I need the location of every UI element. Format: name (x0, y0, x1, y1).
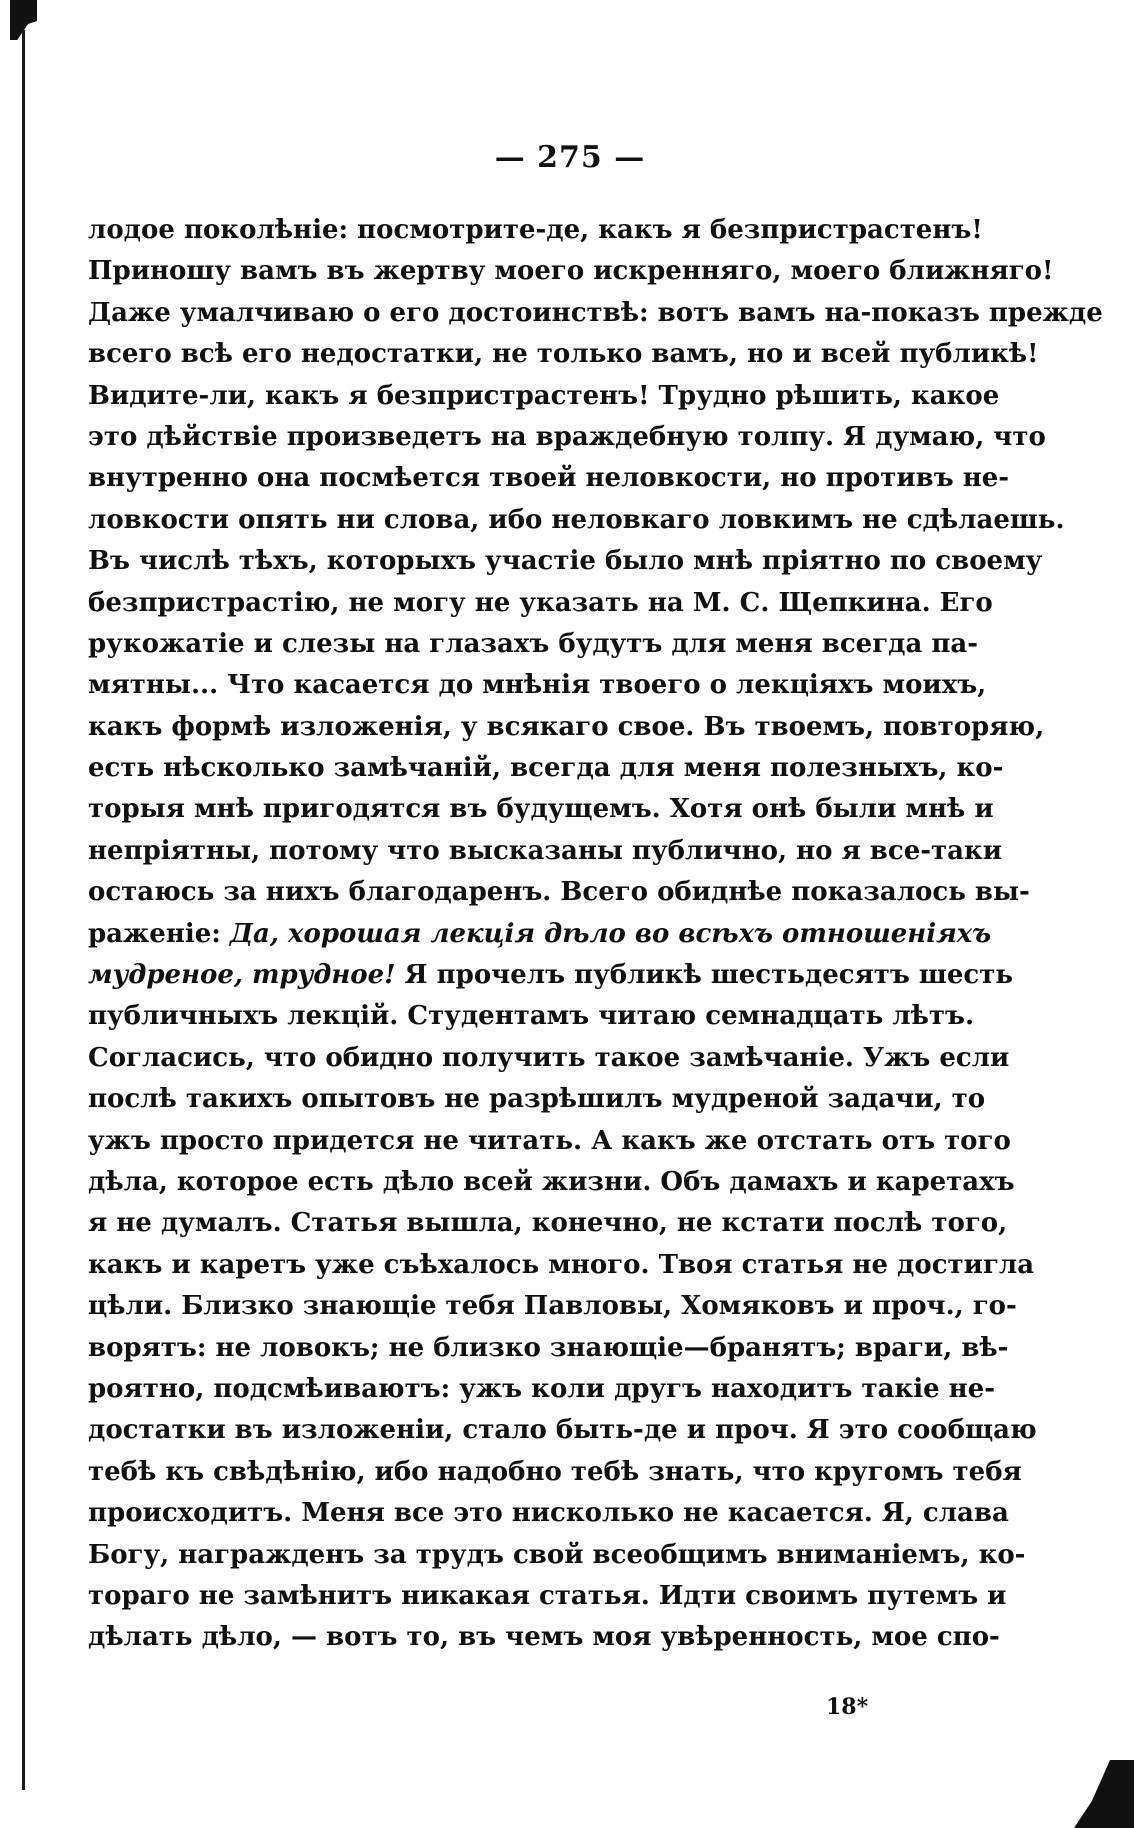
text-line: Даже умалчиваю о его достоинствѣ: вотъ вамъ на-показъ прежде (88, 297, 1103, 328)
text-line: достатки въ изложеніи, стало быть-де и проч. Я это сообщаю (88, 1415, 1037, 1446)
text-line: дѣла, которое есть дѣло всей жизни. Объ дамахъ и каретахъ (88, 1166, 1015, 1197)
text-line: Согласись, что обидно получить такое замѣчаніе. Ужъ если (88, 1042, 1010, 1073)
body-text (88, 210, 1103, 1659)
text-line: какъ и каретъ уже съѣхалось много. Твоя статья не достигла (88, 1249, 1035, 1280)
text-line: роятно, подсмѣиваютъ: ужъ коли другъ находитъ такіе не- (88, 1373, 996, 1404)
text-line: тораго не замѣнитъ никакая статья. Идти своимъ путемъ и (88, 1580, 1007, 1611)
text-line: торыя мнѣ пригодятся въ будущемъ. Хотя онѣ были мнѣ и (88, 794, 994, 825)
text-line: мятны... Что касается до мнѣнія твоего о лекціяхъ моихъ, (88, 670, 987, 701)
text-span: Я прочелъ публикѣ шестьдесятъ шесть (395, 960, 1013, 991)
text-line-with-italic (88, 914, 992, 955)
text-line: публичныхъ лекцій. Студентамъ читаю семнадцать лѣтъ. (88, 1001, 974, 1032)
text-line: какъ формѣ изложенія, у всякаго свое. Въ твоемъ, повторяю, (88, 711, 1045, 742)
text-line: Богу, награжденъ за трудъ свой всеобщимъ вниманіемъ, ко- (88, 1539, 1026, 1570)
text-line: ужъ просто придется не читать. А какъ же отстать отъ того (88, 1125, 1011, 1156)
text-line: Видите-ли, какъ я безпристрастенъ! Трудно рѣшить, какое (88, 380, 1000, 411)
text-line: всего всѣ его недостатки, не только вамъ, но и всей публикѣ! (88, 339, 1039, 370)
text-line: ловкости опять ни слова, ибо неловкаго ловкимъ не сдѣлаешь. (88, 504, 1065, 535)
text-line: непріятны, потому что высказаны публично, но я все-таки (88, 835, 1003, 866)
italic-quote: Да, хорошая лекція дѣло во всѣхъ отношеніяхъ (229, 918, 992, 949)
text-line: я не думалъ. Статья вышла, конечно, не кстати послѣ того, (88, 1208, 1008, 1239)
text-line: тебѣ къ свѣдѣнію, ибо надобно тебѣ знать, что кругомъ тебя (88, 1456, 1022, 1487)
text-line: безпристрастію, не могу не указать на М. С. Щепкина. Его (88, 587, 993, 618)
text-line: есть нѣсколько замѣчаній, всегда для меня полезныхъ, ко- (88, 753, 1004, 784)
text-line: это дѣйствіе произведетъ на враждебную толпу. Я думаю, что (88, 421, 1046, 452)
scan-artifact-bottom-right (1074, 1760, 1134, 1828)
text-line: цѣли. Близко знающіе тебя Павловы, Хомяковъ и проч., го- (88, 1291, 1017, 1322)
text-line: рукожатіе и слезы на глазахъ будутъ для меня всегда па- (88, 628, 979, 659)
text-line-with-italic (88, 955, 1013, 996)
text-line: происходитъ. Меня все это нисколько не касается. Я, слава (88, 1498, 1009, 1529)
text-span: раженіе: (88, 918, 230, 949)
text-line: дѣлать дѣло, — вотъ то, въ чемъ моя увѣренность, мое спо- (88, 1622, 1000, 1653)
scan-artifact-left-edge (22, 30, 25, 1790)
signature-mark: 18* (826, 1694, 869, 1720)
text-line: Въ числѣ тѣхъ, которыхъ участіе было мнѣ пріятно по своему (88, 546, 1043, 577)
page-number: — 275 — (494, 140, 646, 175)
text-line: внутренно она посмѣется твоей неловкости, но противъ не- (88, 463, 1010, 494)
italic-quote: мудреное, трудное! (88, 960, 396, 991)
text-line: остаюсь за нихъ благодаренъ. Всего обиднѣе показалось вы- (88, 877, 1030, 908)
text-line: лодое поколѣніе: посмотрите-де, какъ я безпристрастенъ! (88, 215, 983, 245)
text-line: послѣ такихъ опытовъ не разрѣшилъ мудреной задачи, то (88, 1084, 986, 1115)
text-line: ворятъ: не ловокъ; не близко знающіе—бранятъ; враги, вѣ- (88, 1332, 1009, 1363)
text-line: Приношу вамъ въ жертву моего искренняго, моего ближняго! (88, 256, 1054, 287)
